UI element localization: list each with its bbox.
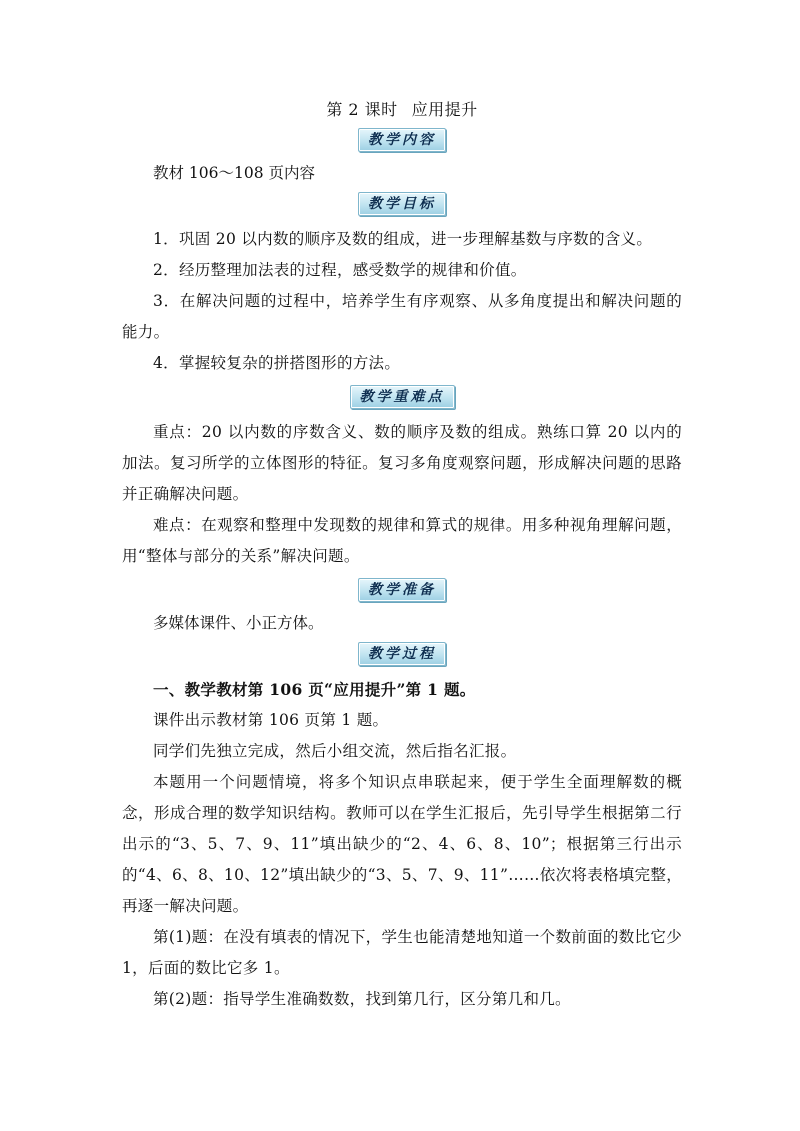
focus-paragraph: 重点：20 以内数的序数含义、数的顺序及数的组成。熟练口算 20 以内的加法。复习所学的立体图形的特征。复习多角度观察问题，形成解决问题的思路并正确解决问题。 — [122, 423, 682, 503]
section-process — [122, 642, 682, 668]
preparation-text: 多媒体课件、小正方体。 — [153, 614, 324, 632]
process-paragraph: 本题用一个问题情境，将多个知识点串联起来，便于学生全面理解数的概念，形成合理的数学知识结构。教师可以在学生汇报后，先引导学生根据第二行出示的“3、5、7、9、11”填出缺少的“2、4、6、8、10”；根据第三行出示的“4、6、8、10、12”填出缺少的“3、5、7、9、11”……依次将表格填完整，再逐一解决问题。 — [122, 773, 682, 915]
process-paragraph: 同学们先独立完成，然后小组交流，然后指名汇报。 — [153, 742, 517, 760]
section-preparation — [122, 578, 682, 604]
section-goals — [122, 192, 682, 218]
key-points-badge: 教学重难点 — [350, 385, 455, 409]
section-key-points — [122, 385, 682, 411]
preparation-badge: 教学准备 — [358, 578, 446, 602]
difficulty-paragraph: 难点：在观察和整理中发现数的规律和算式的规律。用多种视角理解问题，用“整体与部分的关系”解决问题。 — [122, 516, 682, 565]
process-heading: 一、教学教材第 106 页“应用提升”第 1 题。 — [153, 680, 476, 699]
goal-item: 3．在解决问题的过程中，培养学生有序观察、从多角度提出和解决问题的能力。 — [122, 292, 682, 341]
process-badge: 教学过程 — [358, 642, 446, 666]
goals-badge: 教学目标 — [358, 192, 446, 216]
goal-item: 2．经历整理加法表的过程，感受数学的规律和价值。 — [153, 261, 527, 279]
lesson-name: 应用提升 — [411, 100, 478, 119]
lesson-title — [122, 98, 682, 122]
content-badge: 教学内容 — [358, 128, 446, 152]
process-paragraph: 课件出示教材第 106 页第 1 题。 — [153, 711, 389, 729]
process-paragraph: 第(1)题：在没有填表的情况下，学生也能清楚地知道一个数前面的数比它少 1，后面的数比它多 1。 — [122, 928, 682, 977]
content-text: 教材 106～108 页内容 — [153, 164, 316, 182]
lesson-number: 第 2 课时 — [326, 100, 398, 119]
document-page — [122, 98, 682, 1015]
section-content — [122, 128, 682, 154]
process-paragraph: 第(2)题：指导学生准确数数，找到第几行，区分第几和几。 — [153, 990, 571, 1008]
goal-item: 1．巩固 20 以内数的顺序及数的组成，进一步理解基数与序数的含义。 — [153, 230, 653, 248]
goal-item: 4．掌握较复杂的拼搭图形的方法。 — [153, 354, 401, 372]
